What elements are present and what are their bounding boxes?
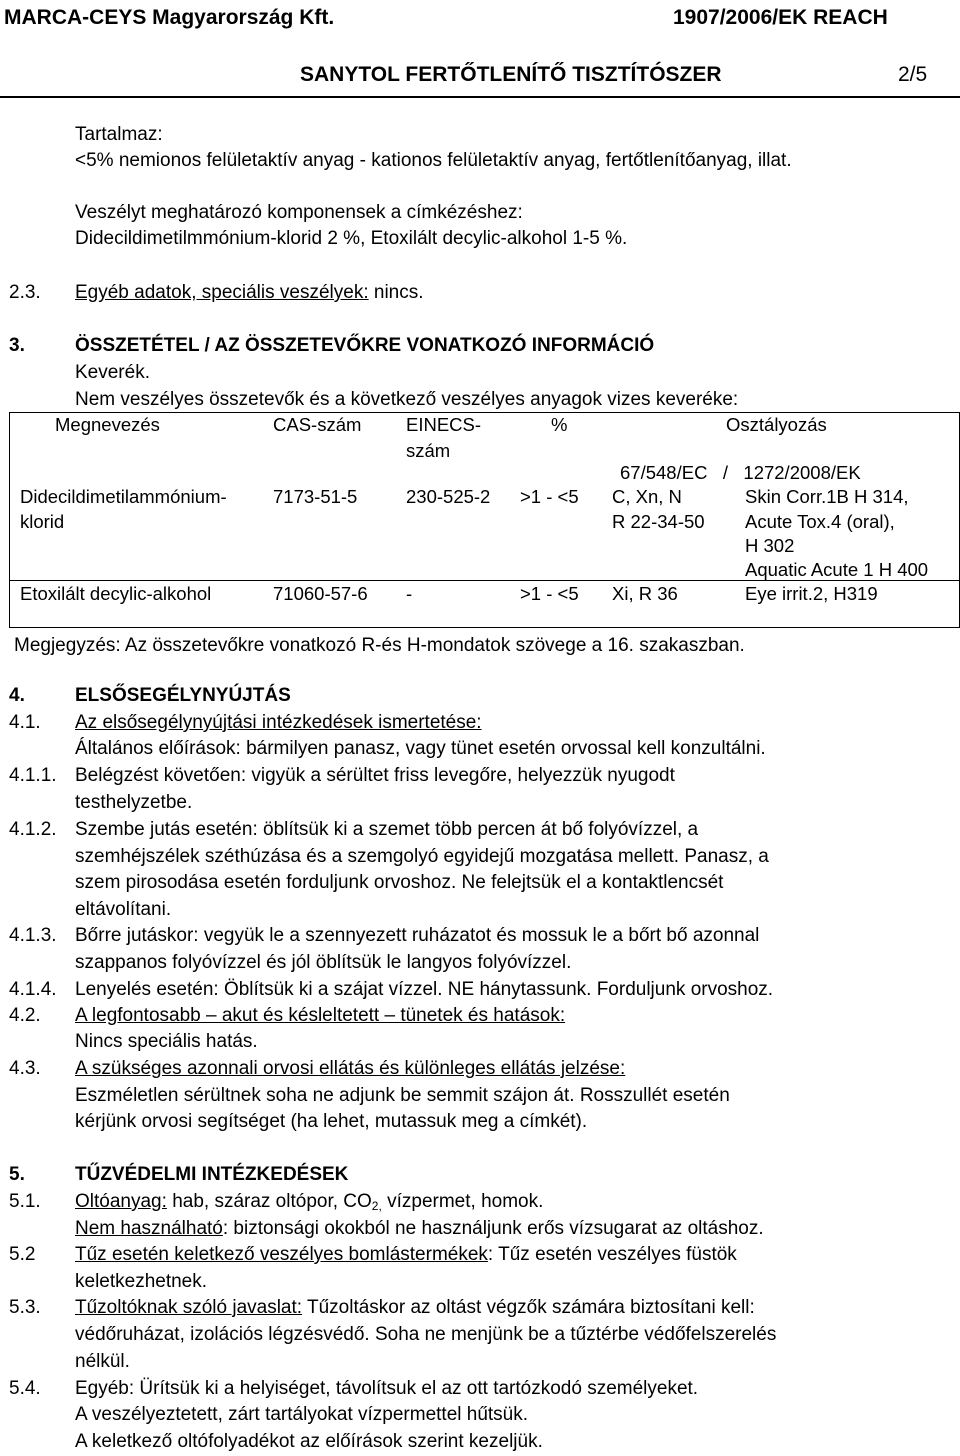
item-4-1-4-number: 4.1.4. [9, 979, 57, 1000]
item-5-1-line-1 [75, 1192, 543, 1212]
item-5-1-not-usable-label: Nem használható [75, 1218, 223, 1239]
row-2-percent: >1 - <5 [520, 583, 579, 604]
section-5-title: TŰZVÉDELMI INTÉZKEDÉSEK [75, 1164, 349, 1185]
item-5-3-line-3: nélkül. [75, 1351, 130, 1372]
section-4-title: ELSŐSEGÉLYNYÚJTÁS [75, 685, 291, 706]
contents-label: Tartalmaz: [75, 124, 163, 145]
item-4-1-3-line-2: szappanos folyóvízzel és jól öblítsük le langyos folyóvízzel. [75, 952, 572, 973]
item-5-3-line-2: védőruházat, izolációs légzésvédő. Soha ne menjünk be a tűztérbe védőfelszerelés [75, 1324, 777, 1345]
section-2-3-line [75, 283, 424, 302]
row-1-clp-4: Aquatic Acute 1 H 400 [745, 559, 929, 580]
regulation: 1907/2006/EK REACH [673, 6, 888, 29]
row-1-cas: 7173-51-5 [273, 486, 358, 507]
table-border-top [9, 412, 960, 413]
section-2-3-value: nincs. [373, 282, 424, 303]
table-border-left [9, 412, 10, 628]
item-4-1-2-line-3: szem pirosodása esetén forduljunk orvoshoz. Ne felejtsük el a kontaktlencsét [75, 872, 724, 893]
hazard-label: Veszélyt meghatározó komponensek a címkézéshez: [75, 202, 523, 223]
hazard-text: Didecildimetilmmónium-klorid 2 %, Etoxilált decylic-alkohol 1-5 %. [75, 228, 628, 249]
row-1-clp-3: H 302 [745, 535, 795, 556]
row-1-clp-2: Acute Tox.4 (oral), [745, 511, 895, 532]
item-4-3-number: 4.3. [9, 1058, 41, 1079]
row-2-cas: 71060-57-6 [273, 583, 368, 604]
section-2-3-label: Egyéb adatok, speciális veszélyek: [75, 282, 369, 303]
item-5-1-number: 5.1. [9, 1191, 41, 1212]
item-4-1-title: Az elsősegélynyújtási intézkedések ismertetése: [75, 712, 482, 733]
item-5-1-label: Oltóanyag: [75, 1191, 167, 1212]
page-number: 2/5 [898, 63, 928, 86]
row-2-name: Etoxilált decylic-alkohol [20, 583, 212, 604]
item-4-1-4-line-1: Lenyelés esetén: Öblítsük ki a szájat vízzel. NE hánytassunk. Forduljunk orvoshoz. [75, 979, 774, 1000]
item-5-2-label: Tűz esetén keletkező veszélyes bomlástermékek [75, 1244, 488, 1265]
row-2-clp: Eye irrit.2, H319 [745, 583, 878, 604]
item-5-4-line-1: Egyéb: Ürítsük ki a helyiséget, távolítsuk el az ott tartózkodó személyeket. [75, 1378, 699, 1399]
item-4-1-3-number: 4.1.3. [9, 925, 57, 946]
item-4-3-title: A szükséges azonnali orvosi ellátás és különleges ellátás jelzése: [75, 1058, 626, 1079]
col-header-classification-sub: 67/548/EC / 1272/2008/EK [620, 462, 861, 483]
item-5-2-number: 5.2 [9, 1244, 36, 1265]
contents-text: <5% nemionos felületaktív anyag - kationos felületaktív anyag, fertőtlenítőanyag, illat. [75, 150, 792, 171]
section-3-number: 3. [9, 335, 25, 356]
row-1-einecs: 230-525-2 [406, 486, 491, 507]
item-4-3-line-1: Eszméletlen sérültnek soha ne adjunk be semmit szájon át. Rosszullét esetén [75, 1085, 730, 1106]
col-header-percent: % [551, 414, 568, 435]
item-5-1-subscript: 2, [371, 1199, 382, 1213]
item-4-1-1-number: 4.1.1. [9, 765, 57, 786]
item-5-3-line-1 [75, 1298, 755, 1317]
row-2-dsd: Xi, R 36 [612, 583, 678, 604]
table-note: Megjegyzés: Az összetevőkre vonatkozó R-és H-mondatok szövege a 16. szakaszban. [14, 635, 745, 656]
item-4-2-title: A legfontosabb – akut és késleltetett – tünetek és hatások: [75, 1005, 566, 1026]
section-5-number: 5. [9, 1164, 25, 1185]
item-4-1-3-line-1: Bőrre jutáskor: vegyük le a szennyezett ruházatot és mossuk le a bőrt bő azonnal [75, 925, 760, 946]
row-1-name-2: klorid [20, 511, 65, 532]
item-4-1-number: 4.1. [9, 712, 41, 733]
item-5-4-number: 5.4. [9, 1378, 41, 1399]
item-5-2-text: : Tűz esetén veszélyes füstök [487, 1244, 737, 1265]
item-4-2-number: 4.2. [9, 1005, 41, 1026]
item-5-1-line-2 [75, 1219, 764, 1238]
item-4-1-2-line-1: Szembe jutás esetén: öblítsük ki a szemet több percen át bő folyóvízzel, a [75, 819, 699, 840]
col-header-einecs: EINECS- [406, 414, 482, 435]
section-4-number: 4. [9, 685, 25, 706]
row-2-einecs: - [406, 583, 413, 604]
item-4-2-text: Nincs speciális hatás. [75, 1031, 258, 1052]
item-4-1-2-number: 4.1.2. [9, 819, 57, 840]
row-1-clp: Skin Corr.1B H 314, [745, 486, 909, 507]
item-4-1-text: Általános előírások: bármilyen panasz, vagy tünet esetén orvossal kell konzultálni. [75, 738, 766, 759]
table-intro: Nem veszélyes összetevők és a következő veszélyes anyagok vizes keveréke: [75, 389, 739, 410]
col-header-classification: Osztályozás [726, 414, 827, 435]
item-5-1-text-2: vízpermet, homok. [387, 1191, 544, 1212]
item-5-4-line-3: A keletkező oltófolyadékot az előírások szerint kezeljük. [75, 1431, 543, 1452]
item-5-1-text: hab, száraz oltópor, CO [172, 1191, 372, 1212]
item-5-3-text: Tűzoltáskor az oltást végzők számára biztosítani kell: [302, 1297, 755, 1318]
company-name: MARCA-CEYS Magyarország Kft. [4, 6, 335, 29]
section-3-title: ÖSSZETÉTEL / AZ ÖSSZETEVŐKRE VONATKOZÓ INFORMÁCIÓ [75, 335, 655, 356]
table-row-divider [9, 580, 960, 581]
item-5-2-line-2: keletkezhetnek. [75, 1271, 208, 1292]
col-header-name: Megnevezés [55, 414, 160, 435]
item-4-1-2-line-2: szemhéjszélek széthúzása és a szemgolyó egyidejű mozgatása mellett. Panasz, a [75, 846, 769, 867]
item-4-1-2-line-4: eltávolítani. [75, 899, 172, 920]
section-2-3-number: 2.3. [9, 282, 41, 303]
row-1-name: Didecildimetilammónium- [20, 486, 227, 507]
row-1-dsd: C, Xn, N [612, 486, 682, 507]
item-5-3-number: 5.3. [9, 1297, 41, 1318]
item-4-1-1-line-1: Belégzést követően: vigyük a sérültet friss levegőre, helyezzük nyugodt [75, 765, 675, 786]
item-4-3-line-2: kérjünk orvosi segítséget (ha lehet, mutassuk meg a címkét). [75, 1111, 588, 1132]
col-header-einecs-2: szám [406, 440, 451, 461]
col-header-cas: CAS-szám [273, 414, 362, 435]
item-5-1-not-usable-text: : biztonsági okokból ne használjunk erős vízsugarat az oltáshoz. [222, 1218, 764, 1239]
table-border-bottom [9, 627, 960, 628]
item-4-1-1-line-2: testhelyzetbe. [75, 792, 193, 813]
item-5-2-line-1 [75, 1245, 737, 1264]
item-5-4-line-2: A veszélyeztetett, zárt tartályokat vízpermettel hűtsük. [75, 1404, 529, 1425]
row-1-dsd-2: R 22-34-50 [612, 511, 705, 532]
item-5-3-label: Tűzoltóknak szóló javaslat: [75, 1297, 303, 1318]
header-divider [0, 96, 960, 98]
product-name: SANYTOL FERTŐTLENÍTŐ TISZTÍTÓSZER [300, 63, 722, 86]
mixture-label: Keverék. [75, 362, 150, 383]
row-1-percent: >1 - <5 [520, 486, 579, 507]
